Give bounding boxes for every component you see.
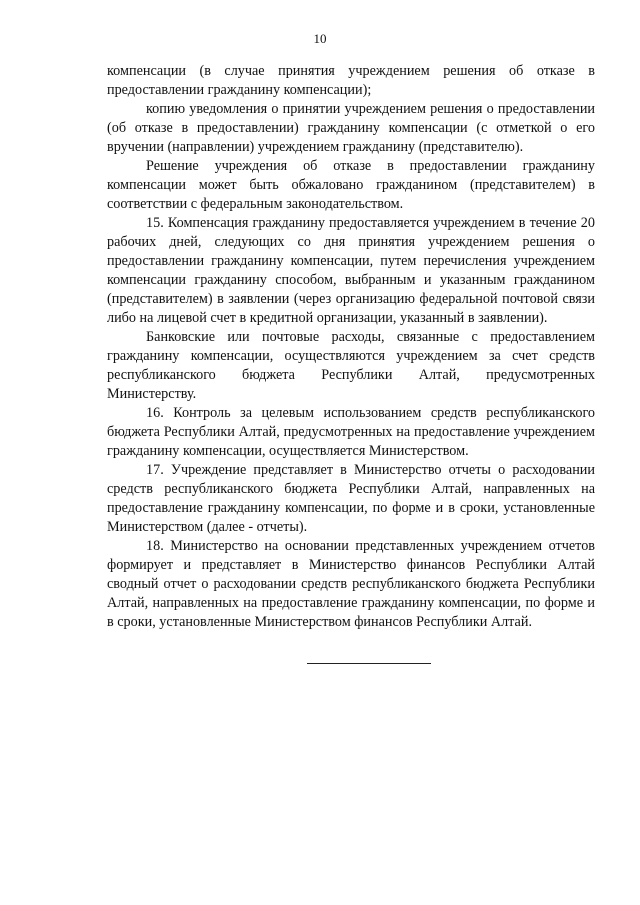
end-of-document-rule [307,663,431,664]
paragraph-appeal: Решение учреждения об отказе в предоставлении гражданину компенсации может быть обжаловано гражданином (представителем) в соответствии с федеральным законодательством. [107,158,595,212]
paragraph-item-18: 18. Министерство на основании представленных учреждением отчетов формирует и представляет в Министерство финансов Республики Алтай сводный отчет о расходовании средств республиканского бюджета Республики Алтай, направленных на предоставление гражданину компенсации, по форме и в сроки, установленные Министерством финансов Республики Алтай. [107,538,595,630]
page-number: 10 [313,31,327,46]
document-body [107,62,595,632]
paragraph-continuation: компенсации (в случае принятия учреждением решения об отказе в предоставлении гражданину компенсации); [107,63,595,98]
paragraph-item-17: 17. Учреждение представляет в Министерство отчеты о расходовании средств республиканского бюджета Республики Алтай, направленных на предоставление гражданину компенсации, по форме и в сроки, установленные Министерством (далее - отчеты). [107,462,595,535]
paragraph-item-16: 16. Контроль за целевым использованием средств республиканского бюджета Республики Алтай, предусмотренных на предоставление учреждением гражданину компенсации, осуществляется Министерством. [107,405,595,459]
paragraph-bank-expenses: Банковские или почтовые расходы, связанные с предоставлением гражданину компенсации, осуществляются учреждением за счет средств республиканского бюджета Республики Алтай, предусмотренных Министерству. [107,329,595,402]
paragraph-notification-copy: копию уведомления о принятии учреждением решения о предоставлении (об отказе в предоставлении) гражданину компенсации (с отметкой о его вручении (направлении) учреждением гражданину (представителю). [107,101,595,155]
paragraph-item-15: 15. Компенсация гражданину предоставляется учреждением в течение 20 рабочих дней, следующих со дня принятия учреждением решения о предоставлении гражданину компенсации, путем перечисления учреждением компенсации гражданину способом, выбранным и указанным гражданином (представителем) в заявлении (через организацию федеральной почтовой связи либо на лицевой счет в кредитной организации, указанный в заявлении). [107,215,595,326]
